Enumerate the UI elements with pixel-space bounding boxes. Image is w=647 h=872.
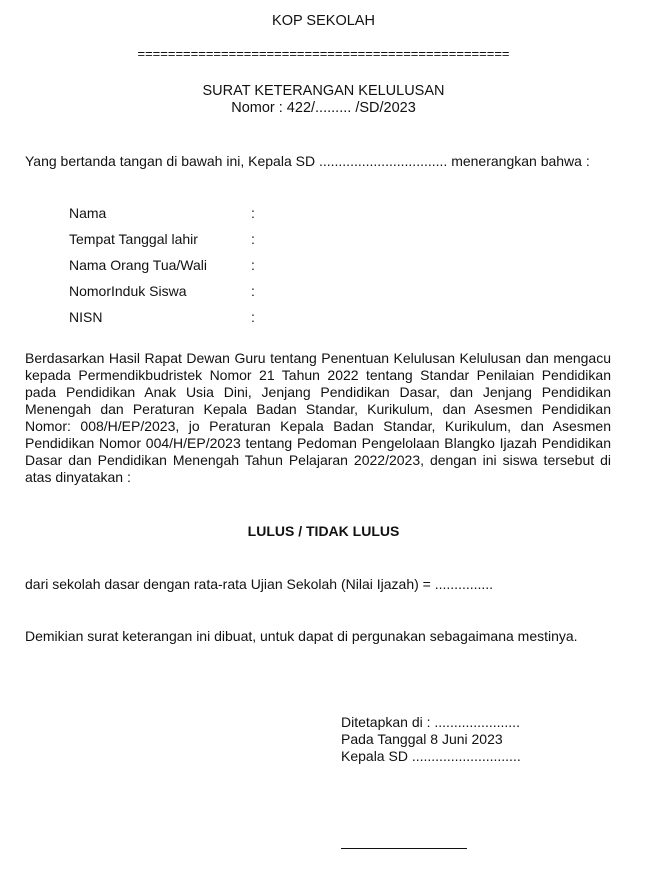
- field-colon: :: [251, 283, 255, 299]
- graduation-status: LULUS / TIDAK LULUS: [247, 523, 400, 539]
- document-number: Nomor : 422/......... /SD/2023: [231, 100, 416, 116]
- document-title: SURAT KETERANGAN KELULUSAN: [202, 83, 445, 99]
- field-label: Nama: [69, 205, 107, 221]
- signature-position: Kepala SD ............................: [341, 748, 521, 764]
- letterhead-separator: =================================================: [137, 46, 510, 61]
- field-colon: :: [251, 205, 255, 221]
- signature-place: Ditetapkan di : ......................: [341, 714, 520, 730]
- letterhead-title: KOP SEKOLAH: [272, 13, 375, 29]
- signature-line: [341, 848, 467, 849]
- field-label: Nama Orang Tua/Wali: [69, 257, 207, 273]
- signature-block: [341, 714, 521, 765]
- field-colon: :: [251, 309, 255, 325]
- field-colon: :: [251, 231, 255, 247]
- field-label: NISN: [69, 309, 103, 325]
- field-label: NomorInduk Siswa: [69, 283, 187, 299]
- basis-paragraph: Berdasarkan Hasil Rapat Dewan Guru tentang Penentuan Kelulusan Kelulusan dan mengacu kepada Permendikbudristek Nomor 21 Tahun 2022 tentang Standar Penilaian Pendidikan pada Pendidikan Anak Usia Dini, Jenjang Pendidikan Dasar, dan Jenjang Pendidikan Menengah dan Peraturan Kepala Badan Standar, Kurikulum, dan Asesmen Pendidikan Nomor: 008/H/EP/2023, jo Peraturan Kepala Badan Standar, Kurikulum, dan Asesmen Pendidikan Nomor 004/H/EP/2023 tentang Pedoman Pengelolaan Blangko Ijazah Pendidikan Dasar dan Pendidikan Menengah Tahun Pelajaran 2022/2023, dengan ini siswa tersebut di atas dinyatakan :: [25, 350, 611, 485]
- average-score-line: dari sekolah dasar dengan rata-rata Ujian Sekolah (Nilai Ijazah) = ...............: [25, 576, 494, 592]
- signature-date: Pada Tanggal 8 Juni 2023: [341, 731, 503, 747]
- field-label: Tempat Tanggal lahir: [69, 231, 198, 247]
- intro-paragraph: Yang bertanda tangan di bawah ini, Kepala SD ................................. menerangkan bahwa :: [25, 153, 590, 169]
- closing-paragraph: Demikian surat keterangan ini dibuat, untuk dapat di pergunakan sebagaimana mestinya.: [25, 628, 578, 644]
- field-colon: :: [251, 257, 255, 273]
